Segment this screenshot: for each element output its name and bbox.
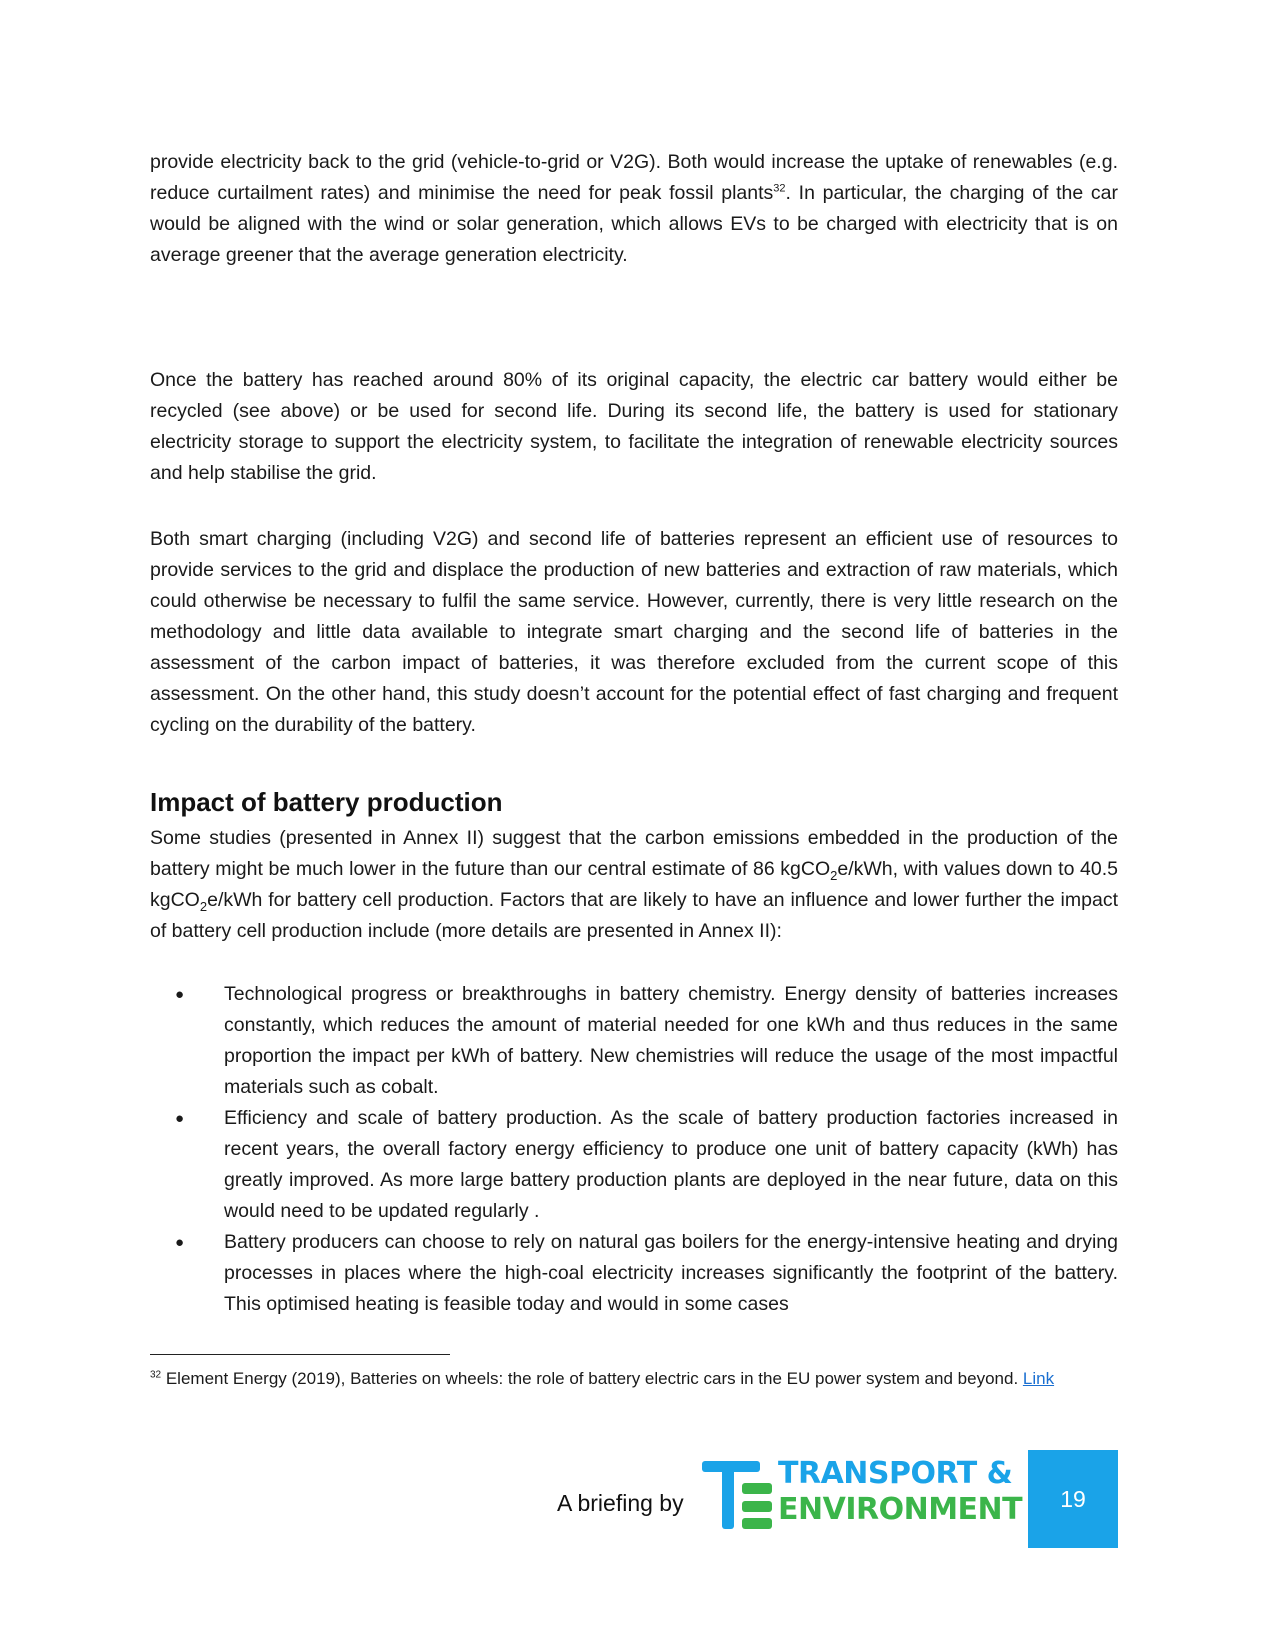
list-item (150, 979, 1118, 1103)
logo-line-transport: TRANSPORT & (778, 1456, 1013, 1491)
list-item-text: Battery producers can choose to rely on natural gas boilers for the energy-intensive heating and drying processes in places where the high-coal electricity increases significantly the footprint of the battery. This optimised heating is feasible today and would in some cases (224, 1231, 1118, 1315)
paragraph-second-life: Once the battery has reached around 80% of its original capacity, the electric car battery would either be recycled (see above) or be used for second life. During its second life, the battery is used for stationary electricity storage to support the electricity system, to facilitate the integration of renewable electricity sources and help stabilise the grid. (150, 369, 1118, 484)
logo-e-bar (742, 1501, 772, 1512)
paragraph-text: provide electricity back to the grid (vehicle-to-grid or V2G). Both would increase the uptake of renewables (e.g. reduce curtailment rates) and minimise the need for peak fossil plants (150, 151, 1118, 204)
factors-list (150, 979, 1118, 1320)
section-heading: Impact of battery production (150, 787, 503, 817)
paragraph-smart-charging (150, 147, 1118, 271)
footnote-reference[interactable]: 32 (773, 182, 786, 195)
paragraph-efficient-use: Both smart charging (including V2G) and second life of batteries represent an efficient use of resources to provide services to the grid and displace the production of new batteries and extraction of raw materials, which could otherwise be necessary to fulfil the same service. However, currently, there is very little research on the methodology and little data available to integrate smart charging and the second life of batteries in the assessment of the carbon impact of batteries, it was therefore excluded from the current scope of this assessment. On the other hand, this study doesn’t account for the potential effect of fast charging and frequent cycling on the durability of the battery. (150, 528, 1118, 736)
bullet-icon: ● (175, 1234, 185, 1251)
subscript: 2 (199, 898, 208, 914)
paragraph-text: . In particular, the charging of the car would be aligned with the wind or solar generation, which allows EVs to be charged with electricity that is on average greener that the average generation electricity. (150, 182, 1119, 266)
paragraph-text: e/kWh, with values down to 40.5 kgCO (150, 858, 1118, 911)
subscript: 2 (830, 867, 838, 883)
paragraph-text: Some studies (presented in Annex II) suggest that the carbon emissions embedded in the production of the battery might be much lower in the future than our central estimate of 86 kgCO (150, 827, 1118, 880)
list-item (150, 1103, 1118, 1227)
footnote-number: 32 (150, 1369, 162, 1381)
briefing-label: A briefing by (557, 1490, 684, 1516)
logo-e-bar (742, 1518, 772, 1529)
footnote-link[interactable]: Link (1022, 1369, 1055, 1388)
page-number: 19 (1060, 1485, 1086, 1512)
logo-line-environment: ENVIRONMENT (778, 1492, 1023, 1527)
footnote-divider (150, 1354, 450, 1355)
footnote-text: Element Energy (2019), Batteries on wheels: the role of battery electric cars in the EU power system and beyond. (161, 1369, 1023, 1388)
logo-t-stem (722, 1461, 734, 1529)
paragraph-text: e/kWh for battery cell production. Factors that are likely to have an influence and lower further the impact of battery cell production include (more details are presented in Annex II): (150, 889, 1118, 942)
logo-e-bar (742, 1483, 772, 1494)
list-item (150, 1227, 1118, 1320)
logo-wordmark (778, 1456, 1022, 1528)
footnote (150, 1366, 1118, 1391)
page-number-badge (1028, 1450, 1118, 1548)
paragraph-studies (150, 823, 1118, 947)
bullet-icon: ● (175, 986, 185, 1003)
bullet-icon: ● (175, 1110, 185, 1127)
list-item-text: Efficiency and scale of battery production. As the scale of battery production factories increased in recent years, the overall factory energy efficiency to produce one unit of battery capacity (kWh) has greatly improved. As more large battery production plants are deployed in the near future, data on this would need to be updated regularly . (224, 1107, 1118, 1222)
list-item-text: Technological progress or breakthroughs in battery chemistry. Energy density of batteries increases constantly, which reduces the amount of material needed for one kWh and thus reduces in the same proportion the impact per kWh of battery. New chemistries will reduce the usage of the most impactful materials such as cobalt. (224, 983, 1118, 1098)
